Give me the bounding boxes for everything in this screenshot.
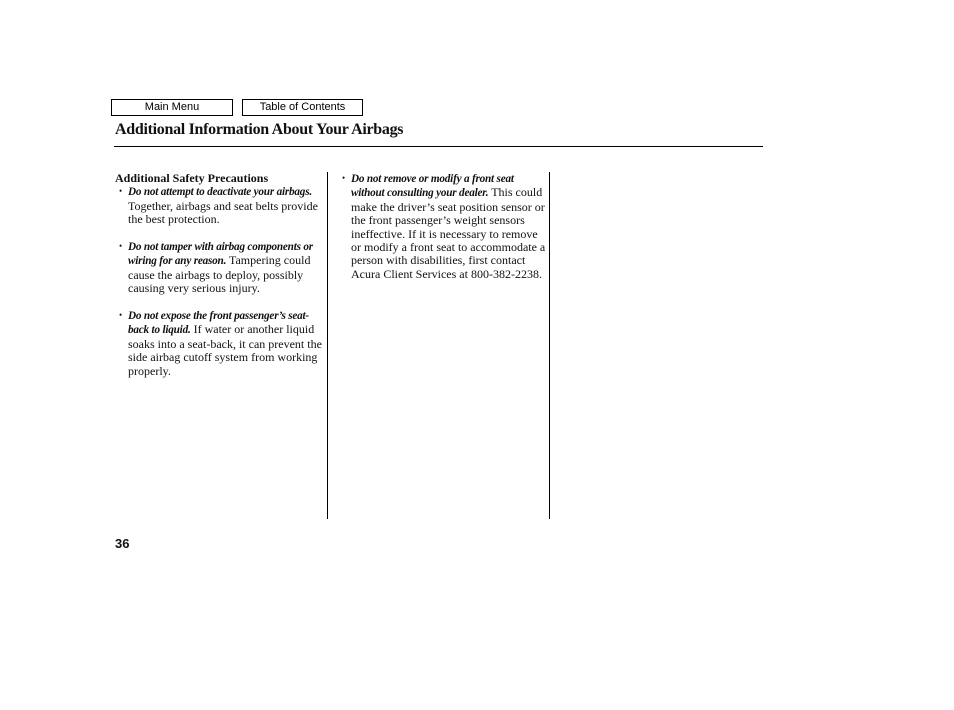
precaution-list xyxy=(115,185,325,378)
bullet: • xyxy=(119,310,123,321)
page-number: 36 xyxy=(115,536,130,551)
page-title: Additional Information About Your Airbags xyxy=(115,121,404,138)
bullet: • xyxy=(342,173,346,183)
bullet: • xyxy=(119,186,123,197)
precaution-text: Together, airbags and seat belts provide the best protection. xyxy=(128,198,318,227)
precaution-lead: Do not remove or modify a front seat without consulting your dealer. xyxy=(351,173,514,200)
precaution-item xyxy=(115,309,325,378)
precaution-lead: Do not expose the front passenger’s seat-back to liquid. xyxy=(128,310,309,337)
precaution-item xyxy=(115,185,325,226)
precaution-text: If water or another liquid soaks into a seat-back, it can prevent the side airbag cutoff system from working properly. xyxy=(128,322,322,378)
precaution-lead: Do not tamper with airbag components or wiring for any reason. xyxy=(128,241,313,268)
column-divider-right xyxy=(549,172,550,519)
section-heading: Additional Safety Precautions xyxy=(115,171,269,185)
title-divider xyxy=(114,146,763,147)
precaution-item xyxy=(338,172,546,281)
main-menu-button[interactable]: Main Menu xyxy=(111,99,233,116)
precaution-text: This could make the driver’s seat position sensor or the front passenger’s weight sensors ineffective. If it is necessary to remove or modify a front seat to accommodate a person with disabilities, first contact Acura Client Services at 800-382-2238. xyxy=(351,185,546,281)
table-of-contents-button[interactable]: Table of Contents xyxy=(242,99,363,116)
bullet: • xyxy=(119,241,123,252)
precaution-list xyxy=(338,172,546,281)
precaution-item xyxy=(115,240,325,296)
text-column-right xyxy=(338,172,546,281)
precaution-lead: Do not attempt to deactivate your airbags. xyxy=(128,186,312,199)
text-column-left xyxy=(115,172,325,378)
precaution-text: Tampering could cause the airbags to deploy, possibly causing very serious injury. xyxy=(128,253,311,296)
column-divider-left xyxy=(327,172,328,519)
